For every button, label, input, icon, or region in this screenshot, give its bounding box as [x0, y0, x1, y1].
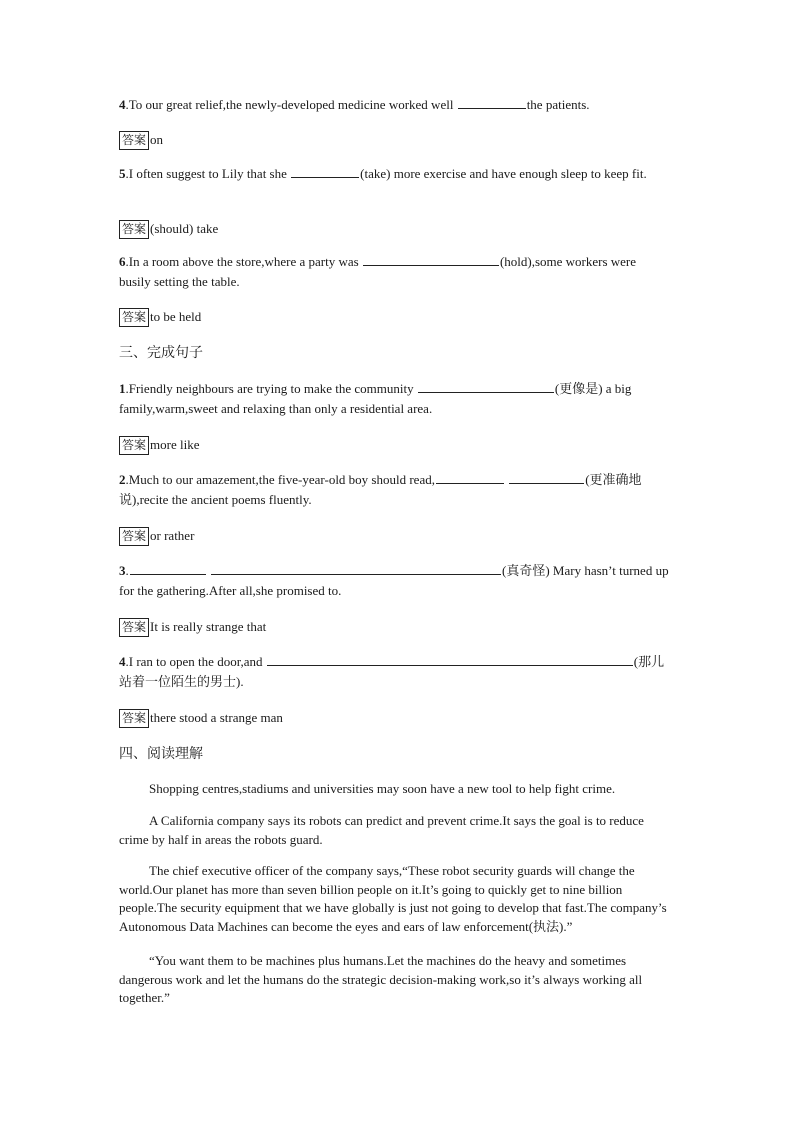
- passage-paragraph: A California company says its robots can predict and prevent crime.It says the goal is to reduce crime by half in areas the robots guard.: [119, 813, 644, 847]
- answer-row: [119, 219, 218, 239]
- section-title: 四、阅读理解: [119, 746, 203, 762]
- answer-row: [119, 435, 199, 455]
- answer-text: It is really strange that: [150, 619, 267, 634]
- answer-tag: 答案: [119, 527, 149, 546]
- question-3-4: [119, 652, 671, 692]
- question-text: (真奇怪) Mary hasn’t turned up for the gathering.After all,she promised to.: [119, 563, 669, 598]
- question-number: 5: [119, 166, 126, 181]
- question-text: .Friendly neighbours are trying to make the community: [125, 381, 417, 396]
- answer-text: or rather: [150, 528, 195, 543]
- question-text: .Much to our amazement,the five-year-old boy should read,: [125, 472, 435, 487]
- answer-text: to be held: [150, 309, 202, 324]
- question-3-2: [119, 470, 671, 510]
- question-text: (更准确地说),recite the ancient poems fluently.: [119, 472, 642, 507]
- passage-paragraph: Shopping centres,stadiums and universities may soon have a new tool to help fight crime.: [149, 781, 616, 796]
- answer-row: [119, 526, 194, 546]
- answer-blank[interactable]: [267, 652, 633, 666]
- answer-blank[interactable]: [211, 561, 501, 575]
- answer-tag: 答案: [119, 220, 149, 239]
- question-3-1: [119, 379, 671, 419]
- question-text: .I ran to open the door,and: [125, 654, 266, 669]
- question-3-3: [119, 561, 671, 601]
- question-text: the patients.: [526, 97, 590, 112]
- answer-tag: 答案: [119, 618, 149, 637]
- question-text: (那儿站着一位陌生的男士).: [119, 654, 665, 689]
- answer-tag: 答案: [119, 131, 149, 150]
- question-number: 4: [119, 97, 126, 112]
- answer-text: on: [150, 132, 164, 147]
- answer-row: [119, 307, 201, 327]
- answer-blank[interactable]: [291, 164, 359, 178]
- question-text: .In a room above the store,where a party was: [125, 254, 362, 269]
- question-5: [119, 164, 671, 184]
- answer-text: more like: [150, 437, 200, 452]
- passage-paragraph: The chief executive officer of the company says,“These robot security guards will change the world.Our planet has more than seven billion people on it.It’s going to quickly get to nine billion people.The security equipment that we have globally is just not going to develop that fast.The company’s Autonomous Data Machines can become the eyes and ears of law enforcement(执法).”: [119, 863, 667, 934]
- question-number: 3: [119, 563, 126, 578]
- question-text: (hold),some workers were busily setting the table.: [119, 254, 637, 289]
- question-4: [119, 95, 671, 115]
- question-text: .To our great relief,the newly-developed medicine worked well: [125, 97, 457, 112]
- question-number: 4: [119, 654, 126, 669]
- question-number: 2: [119, 472, 126, 487]
- answer-blank[interactable]: [509, 470, 584, 484]
- question-6: [119, 252, 671, 292]
- answer-tag: 答案: [119, 436, 149, 455]
- answer-tag: 答案: [119, 308, 149, 327]
- answer-blank[interactable]: [130, 561, 206, 575]
- passage-paragraph: “You want them to be machines plus humans.Let the machines do the heavy and sometimes dangerous work and let the humans do the strategic decision-making work,so it’s always working all together.”: [119, 953, 643, 1005]
- section-title: 三、完成句子: [119, 345, 203, 361]
- answer-text: (should) take: [150, 221, 219, 236]
- question-number: 1: [119, 381, 126, 396]
- question-number: 6: [119, 254, 126, 269]
- answer-tag: 答案: [119, 709, 149, 728]
- answer-blank[interactable]: [418, 379, 554, 393]
- answer-blank[interactable]: [363, 252, 499, 266]
- question-text: .I often suggest to Lily that she: [125, 166, 291, 181]
- answer-blank[interactable]: [436, 470, 504, 484]
- answer-row: [119, 617, 266, 637]
- answer-row: [119, 708, 283, 728]
- question-text: (take) more exercise and have enough sleep to keep fit.: [360, 166, 647, 181]
- question-text: .: [125, 563, 129, 578]
- answer-text: there stood a strange man: [150, 710, 283, 725]
- answer-blank[interactable]: [458, 95, 526, 109]
- answer-row: [119, 130, 163, 150]
- question-text: (更像是) a big family,warm,sweet and relaxing than only a residential area.: [119, 381, 632, 416]
